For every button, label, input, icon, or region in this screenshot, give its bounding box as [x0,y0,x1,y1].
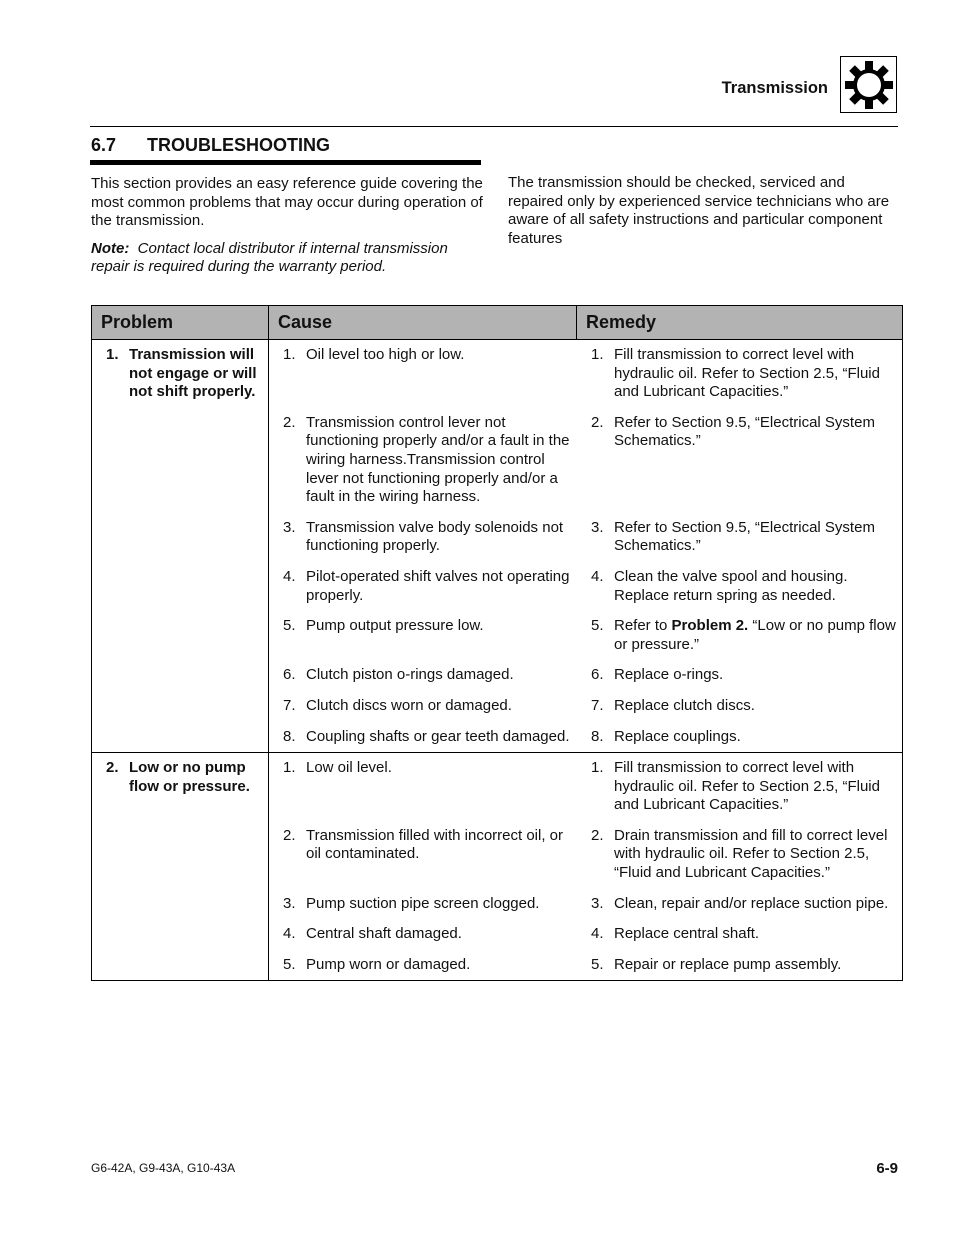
remedy-cell [577,827,902,883]
remedy-number: 3. [591,894,604,912]
remedy-cell [577,895,902,914]
note-text: Contact local distributor if internal transmission repair is required during the warranty period. [91,239,448,276]
remedy-number: 1. [591,759,604,777]
remedy-number: 4. [591,925,604,943]
problem-number: 2. [106,759,119,777]
table-row [269,925,902,944]
remedy-text: Replace central shaft. [614,925,760,943]
remedy-number: 2. [591,826,604,844]
intro-column [91,175,486,277]
header-divider [90,126,898,127]
cause-text: Clutch discs worn or damaged. [306,696,512,714]
header-cause: Cause [269,306,577,339]
note-label: Note: [91,239,130,257]
cause-number: 2. [283,413,296,431]
problem-cell [92,753,269,980]
remedy-text: Replace o-rings. [614,666,724,684]
remedy-text: Refer to Section 9.5, “Electrical System Schematics.” [614,518,875,555]
table-header [92,306,902,340]
cause-text: Pilot-operated shift valves not operating properly. [306,567,570,604]
table-row [269,519,902,556]
cause-text: Low oil level. [306,759,392,777]
remedy-cell [577,666,902,685]
remedy-cell [577,617,902,654]
cause-number: 3. [283,894,296,912]
remedy-number: 1. [591,346,604,363]
gear-icon-box [840,56,897,113]
cause-number: 3. [283,518,296,536]
table-row [269,617,902,654]
cause-text: Coupling shafts or gear teeth damaged. [306,727,570,745]
table-row [269,827,902,883]
cause-cell [269,728,577,747]
section-number: 6.7 [91,135,117,155]
cause-number: 5. [283,955,296,973]
remedy-cell [577,925,902,944]
remedy-text: Replace couplings. [614,727,741,745]
cause-cell [269,697,577,716]
table-row [269,895,902,914]
cause-number: 2. [283,826,296,844]
table-row [269,666,902,685]
cause-text: Pump output pressure low. [306,617,484,635]
section-heading [91,135,330,156]
header-title: Transmission [721,79,828,97]
cause-remedy-list [269,753,902,980]
service-paragraph: The transmission should be checked, serviced and repaired only by experienced service technicians who are aware of all safety instructions and particular component features [508,174,890,247]
cause-number: 7. [283,696,296,714]
remedy-cell [577,346,902,402]
page-number: 6-9 [876,1160,898,1177]
cause-cell [269,827,577,883]
cause-text: Pump suction pipe screen clogged. [306,894,540,912]
remedy-text: Repair or replace pump assembly. [614,955,842,973]
cause-cell [269,346,577,402]
cause-text: Central shaft damaged. [306,925,462,943]
cause-number: 1. [283,346,296,363]
cause-text: Transmission valve body solenoids not functioning properly. [306,518,564,555]
cause-text: Pump worn or damaged. [306,955,471,973]
intro-paragraph: This section provides an easy reference guide covering the most common problems that may occur during operation of the transmission. [91,175,483,230]
remedy-text [614,617,902,654]
remedy-number: 7. [591,696,604,714]
table-row [269,414,902,507]
cause-cell [269,666,577,685]
cause-text: Transmission filled with incorrect oil, or oil contaminated. [306,826,564,863]
header-remedy: Remedy [586,312,657,332]
remedy-cell [577,568,902,605]
problem-cell [92,340,269,752]
problem-text: Low or no pump flow or pressure. [129,759,250,795]
cause-cell [269,895,577,914]
remedy-number: 8. [591,727,604,745]
remedy-cell [577,414,902,507]
cause-cell [269,759,577,815]
remedy-number: 3. [591,518,604,536]
remedy-text: Fill transmission to correct level with hydraulic oil. Refer to Section 2.5, “Fluid and Lubricant Capacities.” [614,759,880,814]
table-row [269,697,902,716]
problem-group [92,340,902,752]
remedy-number: 2. [591,413,604,431]
cause-remedy-list [269,340,902,752]
troubleshooting-table [91,305,903,981]
header-problem: Problem [92,306,269,339]
remedy-text-post: “Low or no pump flow or pressure.” [614,617,896,653]
cause-number: 6. [283,666,296,684]
cause-number: 1. [283,759,296,777]
remedy-text: Fill transmission to correct level with hydraulic oil. Refer to Section 2.5, “Fluid and Lubricant Capacities.” [614,346,880,401]
section-title: TROUBLESHOOTING [147,135,330,155]
remedy-cell [577,728,902,747]
note-paragraph [91,240,486,277]
table-row [269,346,902,402]
remedy-text: Drain transmission and fill to correct level with hydraulic oil. Refer to Section 2.5, “Fluid and Lubricant Capacities.” [614,826,888,882]
cause-text: Oil level too high or low. [306,346,465,363]
remedy-cell [577,956,902,975]
remedy-text: Refer to Section 9.5, “Electrical System Schematics.” [614,413,875,450]
remedy-number: 5. [591,617,604,635]
cause-cell [269,925,577,944]
remedy-text: Clean the valve spool and housing. Replace return spring as needed. [614,567,848,604]
remedy-number: 4. [591,567,604,585]
remedy-cell [577,697,902,716]
table-row [269,568,902,605]
problem-group [92,752,902,980]
cause-text: Transmission control lever not functioning properly and/or a fault in the wiring harness.Transmission control lever not functioning properly and/or a fault in the wiring harness. [306,413,570,506]
table-row [269,728,902,747]
remedy-cell [577,759,902,815]
cause-cell [269,617,577,654]
problem-number: 1. [106,346,119,363]
cause-cell [269,519,577,556]
remedy-text: Clean, repair and/or replace suction pipe. [614,894,889,912]
remedy-number: 5. [591,955,604,973]
table-row [269,956,902,975]
cause-number: 4. [283,925,296,943]
cause-cell [269,956,577,975]
cause-number: 8. [283,727,296,745]
remedy-number: 6. [591,666,604,684]
cause-cell [269,414,577,507]
problem-text: Transmission will not engage or will not shift properly. [129,346,257,401]
remedy-cell [577,519,902,556]
remedy-text-pre: Refer to [614,617,672,635]
remedy-text: Replace clutch discs. [614,696,755,714]
table-row [269,759,902,815]
cause-cell [269,568,577,605]
cause-text: Clutch piston o-rings damaged. [306,666,514,684]
gear-icon [844,60,894,110]
cause-number: 4. [283,567,296,585]
footer-models: G6-42A, G9-43A, G10-43A [91,1161,236,1175]
cause-number: 5. [283,617,296,635]
section-heading-rule [90,160,481,165]
problem-reference: Problem 2. [671,617,749,635]
